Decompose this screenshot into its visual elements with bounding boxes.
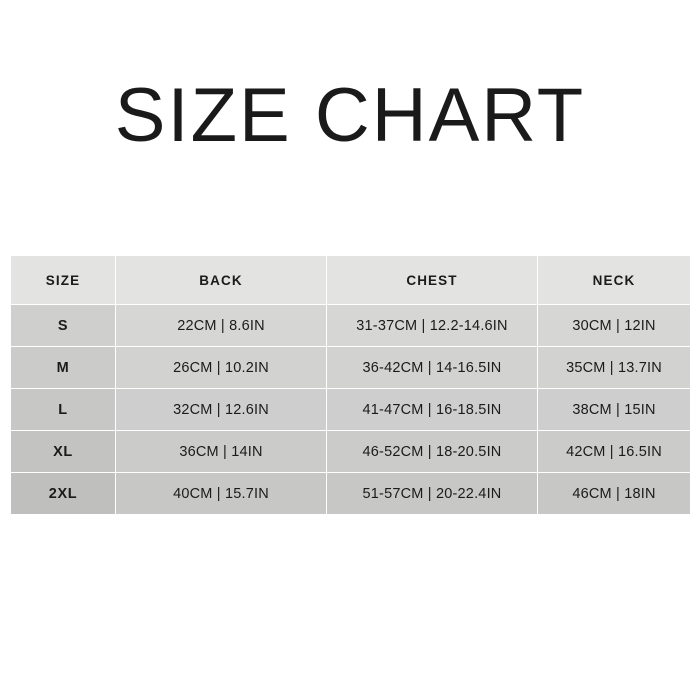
table-header — [11, 256, 691, 305]
size-chart-table-container — [10, 255, 690, 515]
cell-neck: 46CM | 18IN — [538, 473, 691, 515]
table-row — [11, 431, 691, 473]
cell-neck: 35CM | 13.7IN — [538, 347, 691, 389]
table-body — [11, 305, 691, 515]
table-row — [11, 473, 691, 515]
cell-size: L — [11, 389, 116, 431]
cell-back: 36CM | 14IN — [116, 431, 327, 473]
cell-neck: 38CM | 15IN — [538, 389, 691, 431]
cell-chest: 36-42CM | 14-16.5IN — [327, 347, 538, 389]
cell-size: M — [11, 347, 116, 389]
cell-back: 40CM | 15.7IN — [116, 473, 327, 515]
table-header-row — [11, 256, 691, 305]
cell-back: 32CM | 12.6IN — [116, 389, 327, 431]
cell-back: 26CM | 10.2IN — [116, 347, 327, 389]
cell-chest: 46-52CM | 18-20.5IN — [327, 431, 538, 473]
cell-chest: 31-37CM | 12.2-14.6IN — [327, 305, 538, 347]
page-title: SIZE CHART — [114, 73, 586, 158]
column-header-chest: CHEST — [327, 256, 538, 305]
cell-size: S — [11, 305, 116, 347]
table-row — [11, 347, 691, 389]
cell-neck: 42CM | 16.5IN — [538, 431, 691, 473]
column-header-size: SIZE — [11, 256, 116, 305]
cell-neck: 30CM | 12IN — [538, 305, 691, 347]
column-header-neck: NECK — [538, 256, 691, 305]
column-header-back: BACK — [116, 256, 327, 305]
cell-size: 2XL — [11, 473, 116, 515]
table-row — [11, 389, 691, 431]
cell-size: XL — [11, 431, 116, 473]
size-chart-table — [10, 255, 691, 515]
cell-chest: 51-57CM | 20-22.4IN — [327, 473, 538, 515]
cell-chest: 41-47CM | 16-18.5IN — [327, 389, 538, 431]
cell-back: 22CM | 8.6IN — [116, 305, 327, 347]
table-row — [11, 305, 691, 347]
